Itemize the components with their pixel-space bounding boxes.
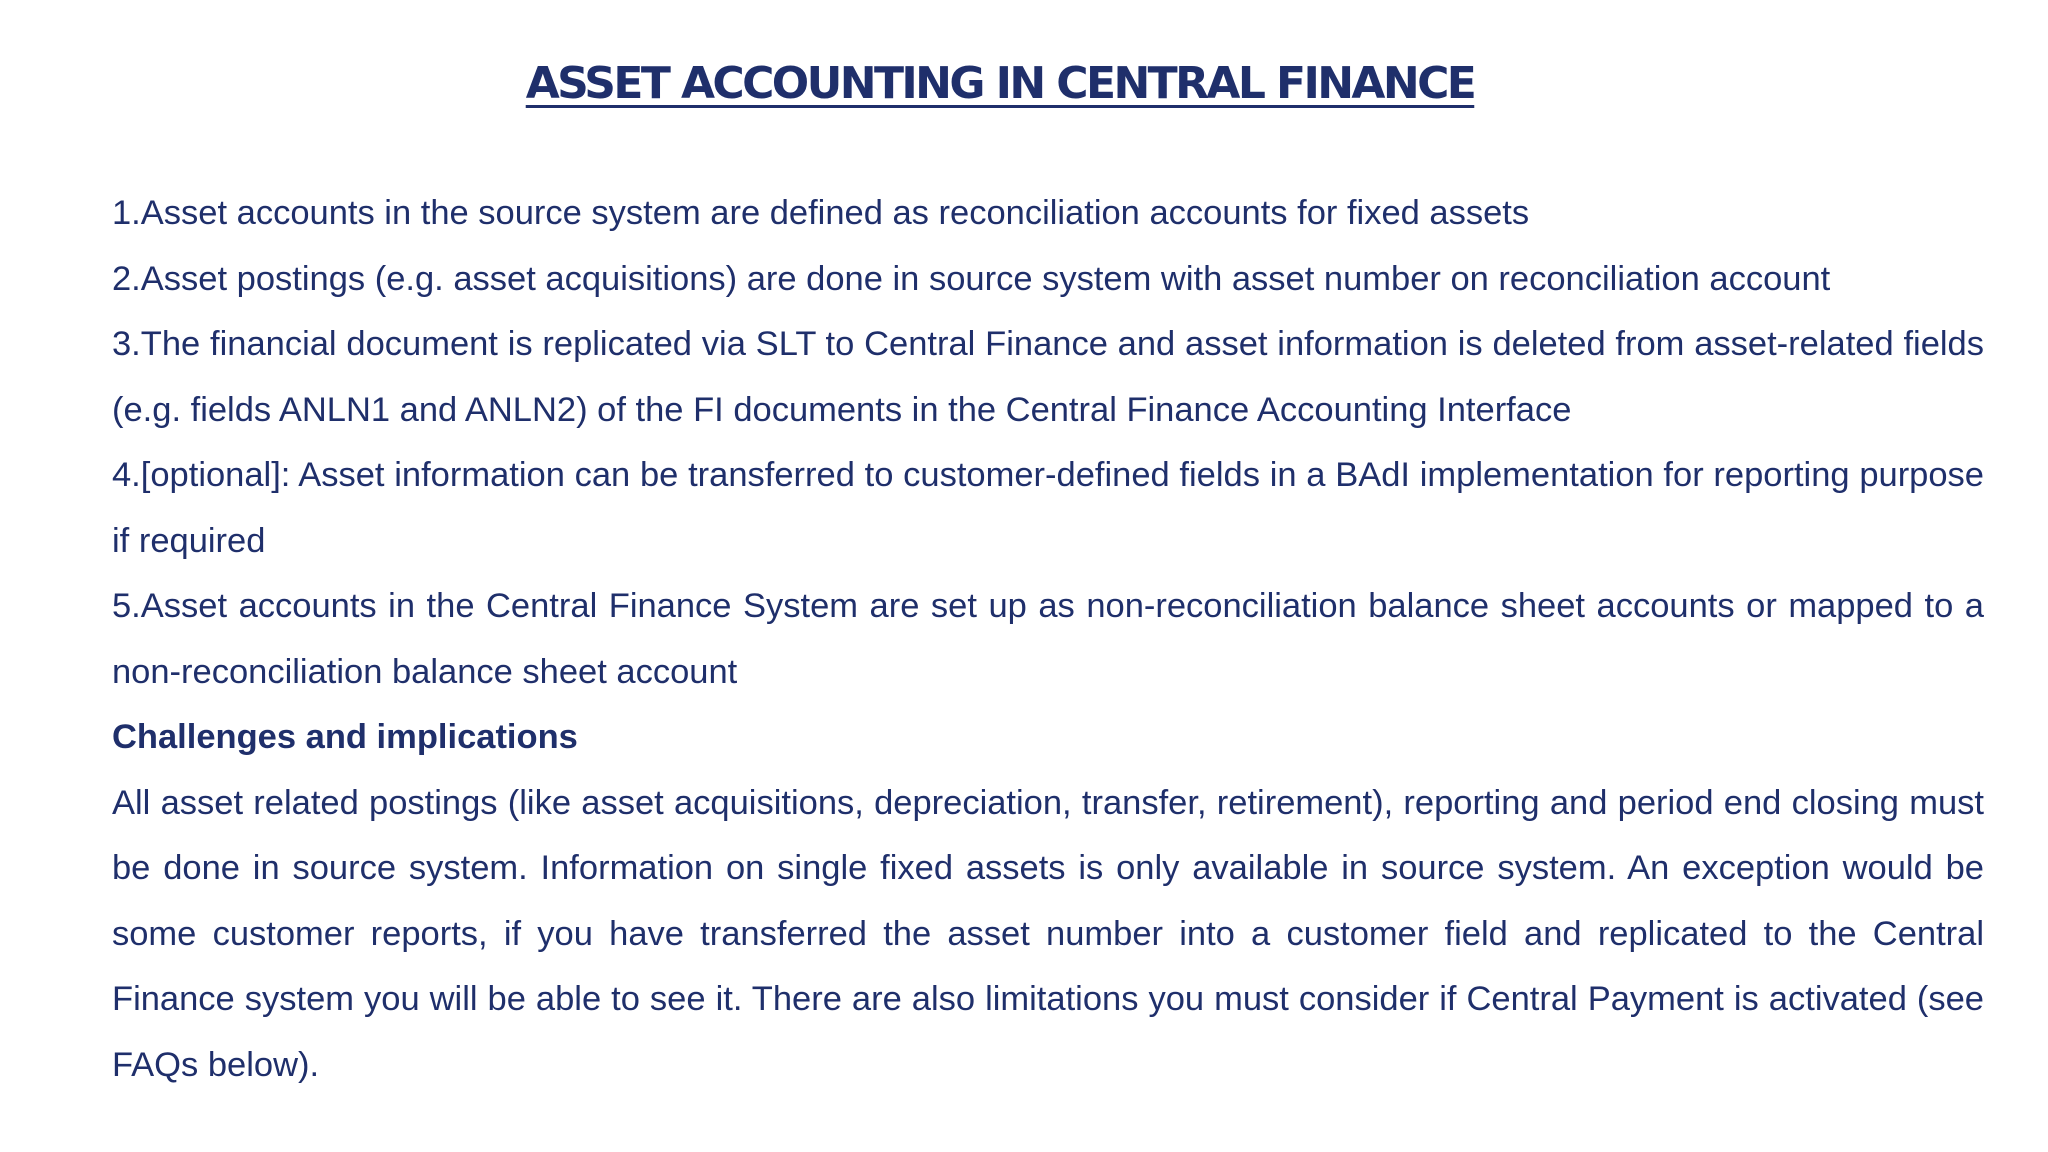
slide-content (112, 181, 1984, 1098)
point-3: 3.The financial document is replicated via SLT to Central Finance and asset information is deleted from asset-related fields (e.g. fields ANLN1 and ANLN2) of the FI documents in the Central Finance Accounting Interface (112, 325, 1984, 429)
page-title: ASSET ACCOUNTING IN CENTRAL FINANCE (525, 58, 1475, 109)
point-1: 1.Asset accounts in the source system are defined as reconciliation accounts for fixed assets (112, 194, 1530, 232)
point-5: 5.Asset accounts in the Central Finance System are set up as non-reconciliation balance sheet accounts or mapped to a non-reconciliation balance sheet account (112, 587, 1984, 691)
point-4: 4.[optional]: Asset information can be transferred to customer-defined fields in a BAdI implementation for reporting purpose if required (112, 456, 1984, 560)
challenges-text: All asset related postings (like asset acquisitions, depreciation, transfer, retirement), reporting and period end closing must be done in source system. Information on single fixed assets is only available in source system. An exception would be some customer reports, if you have transferred the asset number into a customer field and replicated to the Central Finance system you will be able to see it. There are also limitations you must consider if Central Payment is activated (see FAQs below). (112, 783, 1984, 1084)
challenges-heading: Challenges and implications (112, 718, 578, 756)
point-2: 2.Asset postings (e.g. asset acquisitions) are done in source system with asset number on reconciliation account (112, 259, 1831, 298)
